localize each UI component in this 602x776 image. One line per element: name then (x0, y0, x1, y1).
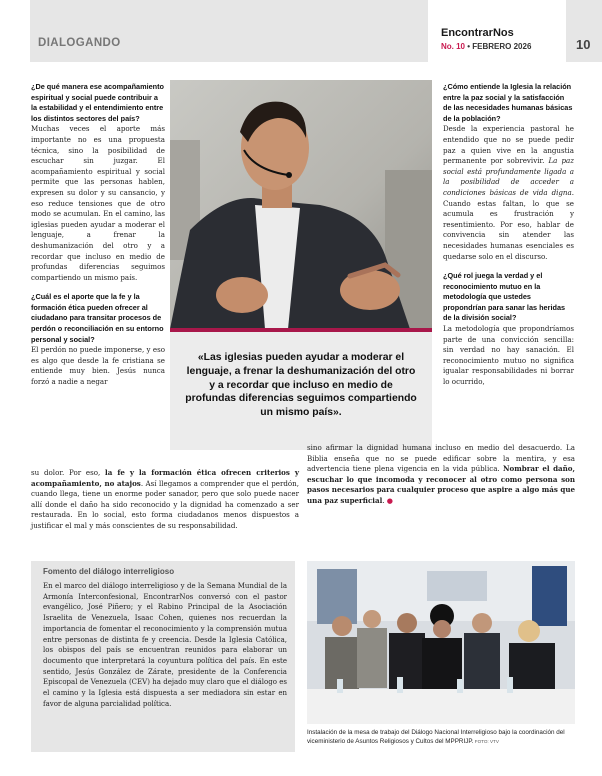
right-continuation (307, 443, 575, 507)
right-continuation-end: . (382, 495, 387, 505)
magazine-name: EncontrarNos (441, 27, 514, 39)
right-continuation-text (307, 443, 575, 507)
sidebar-box (31, 561, 295, 752)
right-continuation-part1: sino afirmar la dignidad humana incluso en medio del desacuerdo. La Biblia enseña que no se puede edificar sobre la mentira, y esa advertencia tiene plena vigencia en la vida pública. (307, 443, 575, 474)
answer-3 (443, 124, 574, 262)
page-number-band (566, 0, 602, 62)
right-column (443, 82, 574, 388)
meeting-illustration (307, 561, 575, 724)
issue-number: No. 10 (441, 42, 466, 51)
caption-text: Instalación de la mesa de trabajo del Diálogo Nacional Interreligioso bajo la coordinación del viceministerio de Asuntos Religiosos y Cultos del MPPRIJP. (307, 729, 565, 745)
answer-3-part1: Desde la experiencia pastoral he entendido que no se puede pedir paz a quien vive en la angustia permanente por sobrevivir. (443, 124, 574, 166)
issue-separator: • (465, 42, 473, 51)
question-4: ¿Qué rol juega la verdad y el reconocimiento mutuo en la metodología que ustedes propondrían para sanar las heridas de la división social? (443, 271, 566, 323)
question-1: ¿De qué manera ese acompañamiento espiritual y social puede contribuir a la estabilidad y el entendimiento entre los distintos sectores del país? (31, 82, 165, 123)
interview-photo (170, 80, 432, 329)
left-continuation-text (31, 468, 299, 532)
page-number: 10 (576, 37, 591, 52)
section-band (30, 0, 428, 62)
left-continuation (31, 468, 299, 532)
left-continuation-part2: . Así llegamos a comprender que el perdón, cuando llega, tiene un enorme poder sanador, pero que solo puede nacer allí donde el daño ha sido reconocido y la dignidad ha comenzado a ser restaurada. En lo social, esto forma ciudadanos menos dispuestos a justificar el mal y más conscientes de su responsabilidad. (31, 478, 299, 530)
answer-3-italic: La paz social está profundamente ligada a la posibilidad de acceder a condiciones básicas de vida digna (443, 156, 575, 197)
issue-date: FEBRERO 2026 (472, 42, 532, 51)
speaker-illustration (170, 80, 432, 329)
answer-2: El perdón no puede imponerse, y eso es algo que desde la fe cristiana se entiende muy bien. Jesús nunca forzó a nadie a negar (31, 345, 165, 387)
left-column (31, 82, 165, 388)
question-2: ¿Cuál es el aporte que la fe y la formación ética pueden ofrecer al ciudadano para transitar procesos de perdón o reconciliación en su entorno personal y social? (31, 292, 164, 344)
sidebar-title: Fomento del diálogo interreligioso (43, 567, 175, 576)
end-mark-icon: ● (386, 495, 393, 505)
answer-3-part2: . Cuando estas faltan, lo que se acumula es frustración y resentimiento. Por eso, hablar de convivencia sin atender las necesidades humanas esenciales es quedarse solo en el discurso. (443, 187, 574, 261)
section-title: DIALOGANDO (38, 37, 121, 49)
answer-4: La metodología que propondríamos parte de una convicción sencilla: sin verdad no hay sanación. El reconocimiento mutuo no significa igualar responsabilidades ni borrar lo ocurrido, (443, 324, 574, 387)
issue-line (441, 42, 531, 51)
left-continuation-bold: la fe y la formación ética ofrecen criterios y acompañamiento, no atajos (31, 468, 299, 488)
question-3: ¿Cómo entiende la Iglesia la relación entre la paz social y la satisfacción de las necesidades humanas básicas de la población? (443, 82, 573, 123)
pull-quote-box (170, 332, 432, 450)
sidebar-text: En el marco del diálogo interreligioso y de la Semana Mundial de la Armonía Interconfesional, EncontrarNos conversó con el pastor evangélico, José Piñero; y el Rabino Principal de la Asociación Israelita de Venezuela, Isaac Cohen, quienes nos recuerdan la importancia de fomentar el reconocimiento y la comprensión mutua entre personas de distinta fe y creencia. Desde la Iglesia Católica, los obispos del país se encuentran reunidos para elaborar un documento que interpretará la coyuntura política del país. En este sentido, Jesús González de Zárate, presidente de la Conferencia Episcopal de Venezuela (CEV) ha dejado muy claro que el diálogo es el camino y la Iglesia está dispuesta a ser mediadora sin estar en favor de alguna parcialidad política. (43, 582, 287, 708)
photo-credit: FOTO: VTV (473, 738, 499, 744)
meeting-photo (307, 561, 575, 724)
answer-1: Muchas veces el aporte más importante no es una propuesta técnica, sino la posibilidad de escuchar sin juzgar. El acompañamiento espiritual y social permite que las personas hablen, expresen su dolor y su cansancio, y eso reduce tensiones que de otro modo se acumulan. En el camino, las iglesias pueden ayudar a moderar el lenguaje, a frenar la deshumanización del otro y a recordar que incluso en medio de profundas diferencias seguimos compartiendo un mismo país. (31, 124, 165, 282)
left-continuation-part1: su dolor. Por eso, (31, 468, 106, 477)
photo-caption (307, 729, 577, 746)
right-continuation-bold: Nombrar el daño, escuchar lo que incomoda y reconocer al otro como persona son pasos necesarios para cualquier proceso que aspire a algo más que una paz superficial (307, 464, 575, 505)
pull-quote: «Las iglesias pueden ayudar a moderar el lenguaje, a frenar la deshumanización del otro y a recordar que incluso en medio de profundas diferencias seguimos compartiendo un mismo país». (185, 352, 417, 419)
page-header (0, 0, 602, 62)
